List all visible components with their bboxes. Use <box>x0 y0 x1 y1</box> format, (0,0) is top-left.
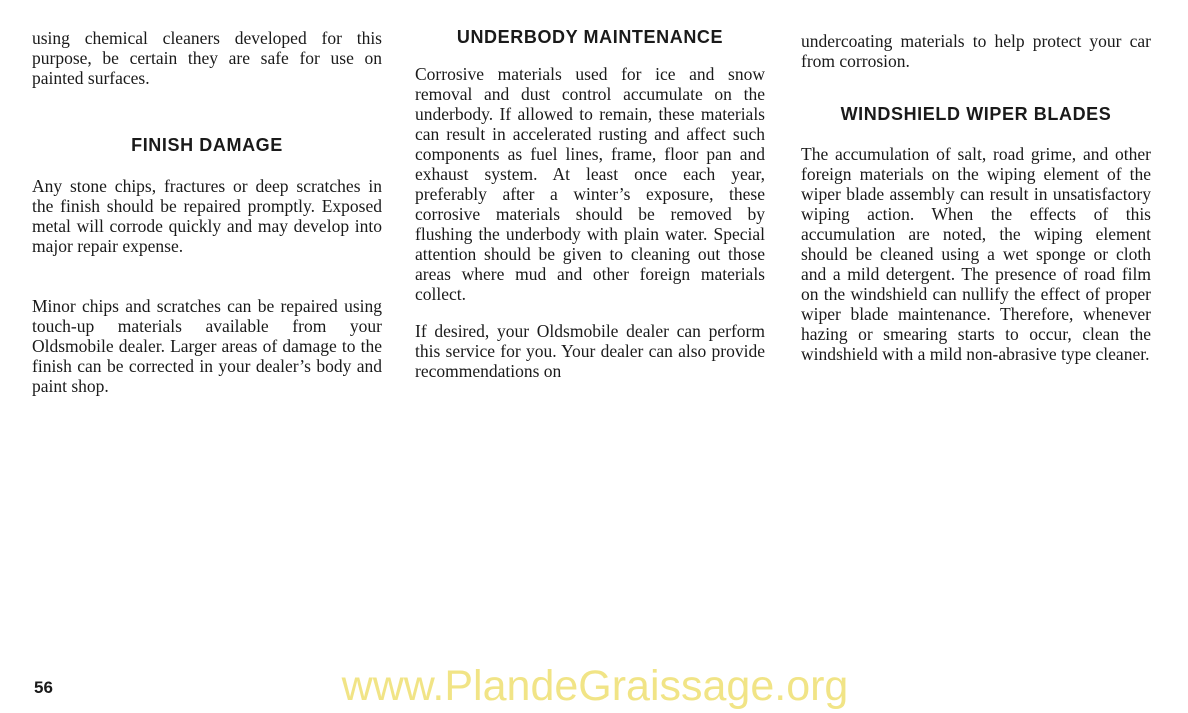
middle-column <box>415 26 765 381</box>
watermark: www.PlandeGraissage.org <box>341 662 849 710</box>
underbody-maintenance-heading: UNDERBODY MAINTENANCE <box>456 27 724 47</box>
left-column <box>32 28 382 396</box>
finish-damage-paragraph-2: Minor chips and scratches can be repaired using touch-up materials available from your Oldsmobile dealer. Larger areas of damage to the finish can be corrected in your dealer’s body and paint shop. <box>32 296 382 396</box>
finish-damage-paragraph-1: Any stone chips, fractures or deep scratches in the finish should be repaired promptly. Exposed metal will corrode quickly and may develop into major repair expense. <box>32 176 382 256</box>
undercoating-paragraph: undercoating materials to help protect your car from corrosion. <box>801 31 1151 71</box>
wiper-blades-heading: WINDSHIELD WIPER BLADES <box>840 104 1112 124</box>
wiper-blades-paragraph: The accumulation of salt, road grime, and other foreign materials on the wiping element of the wiper blade assembly can result in unsatisfactory wiping action. When the effects of this accumulation are noted, the wiping element should be cleaned using a wet sponge or cloth and a mild detergent. The presence of road film on the windshield can nullify the effect of proper wiper blade maintenance. Therefore, whenever hazing or smearing starts to occur, clean the windshield with a mild non-abrasive type cleaner. <box>801 144 1151 364</box>
intro-paragraph: using chemical cleaners developed for this purpose, be certain they are safe for use on painted surfaces. <box>32 28 382 88</box>
page-number: 56 <box>34 678 53 697</box>
finish-damage-heading: FINISH DAMAGE <box>131 135 283 155</box>
underbody-paragraph-2: If desired, your Oldsmobile dealer can perform this service for you. Your dealer can also provide recommendations on <box>415 321 765 381</box>
underbody-paragraph-1: Corrosive materials used for ice and snow removal and dust control accumulate on the underbody. If allowed to remain, these materials can result in accelerated rusting and affect such components as fuel lines, frame, floor pan and exhaust system. At least once each year, preferably after a winter’s exposure, these corrosive materials should be removed by flushing the underbody with plain water. Special attention should be given to cleaning out those areas where mud and other foreign materials collect. <box>415 64 765 304</box>
right-column <box>801 31 1151 364</box>
